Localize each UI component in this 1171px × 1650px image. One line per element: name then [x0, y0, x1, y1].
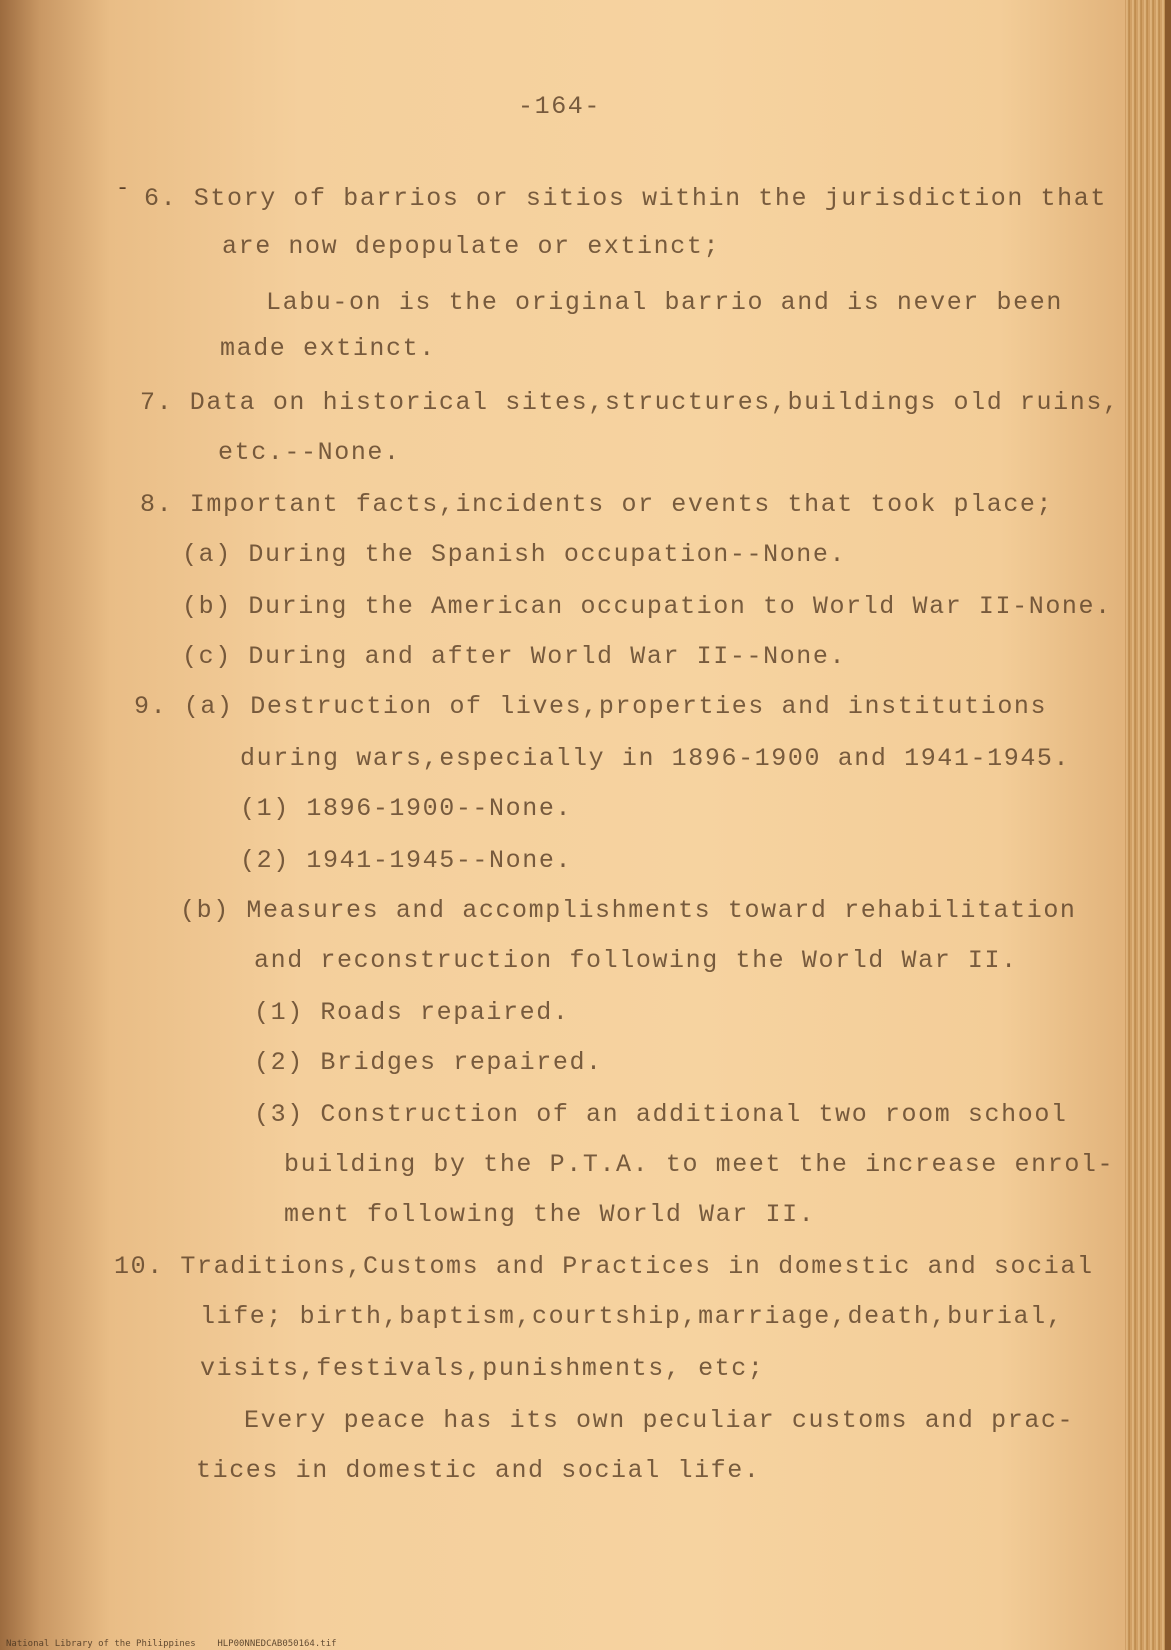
archive-footer: National Library of the Philippines HLP00NNEDCAB050164.tif: [6, 1639, 337, 1649]
item-10-answer-line-1: Every peace has its own peculiar customs and prac-: [244, 1406, 1075, 1435]
item-6-answer-line-2: made extinct.: [220, 334, 436, 363]
item-8b: (b) During the American occupation to World War II-None.: [182, 592, 1112, 621]
item-9b-2: (2) Bridges repaired.: [254, 1048, 603, 1077]
item-9a-1: (1) 1896-1900--None.: [240, 794, 573, 823]
item-9a-line-1: 9. (a) Destruction of lives,properties and institutions: [134, 692, 1048, 721]
item-9a-line-2: during wars,especially in 1896-1900 and 1941-1945.: [240, 744, 1071, 773]
margin-mark: -: [116, 176, 130, 201]
item-10-line-3: visits,festivals,punishments, etc;: [200, 1354, 765, 1383]
item-9b-3-line-3: ment following the World War II.: [284, 1200, 816, 1229]
item-9b-line-2: and reconstruction following the World War II.: [254, 946, 1018, 975]
item-8a: (a) During the Spanish occupation--None.: [182, 540, 847, 569]
item-9b-3-line-1: (3) Construction of an additional two room school: [254, 1100, 1068, 1129]
item-7-line-1: 7. Data on historical sites,structures,buildings old ruins,: [140, 388, 1120, 417]
item-6-line-2: are now depopulate or extinct;: [222, 232, 721, 261]
item-7-line-2: etc.--None.: [218, 438, 401, 467]
item-8-line-1: 8. Important facts,incidents or events that took place;: [140, 490, 1054, 519]
item-6-line-1: 6. Story of barrios or sitios within the jurisdiction that: [144, 184, 1107, 213]
item-9a-2: (2) 1941-1945--None.: [240, 846, 573, 875]
item-8c: (c) During and after World War II--None.: [182, 642, 847, 671]
page-number: -164-: [518, 92, 602, 121]
item-6-answer-line-1: Labu-on is the original barrio and is never been: [266, 288, 1063, 317]
item-9b-3-line-2: building by the P.T.A. to meet the increase enrol-: [284, 1150, 1115, 1179]
item-10-answer-line-2: tices in domestic and social life.: [196, 1456, 761, 1485]
item-10-line-1: 10. Traditions,Customs and Practices in domestic and social: [114, 1252, 1094, 1281]
book-page-edges: [1125, 0, 1171, 1650]
item-9b-1: (1) Roads repaired.: [254, 998, 570, 1027]
item-9b-line-1: (b) Measures and accomplishments toward rehabilitation: [180, 896, 1077, 925]
item-10-line-2: life; birth,baptism,courtship,marriage,death,burial,: [200, 1302, 1064, 1331]
